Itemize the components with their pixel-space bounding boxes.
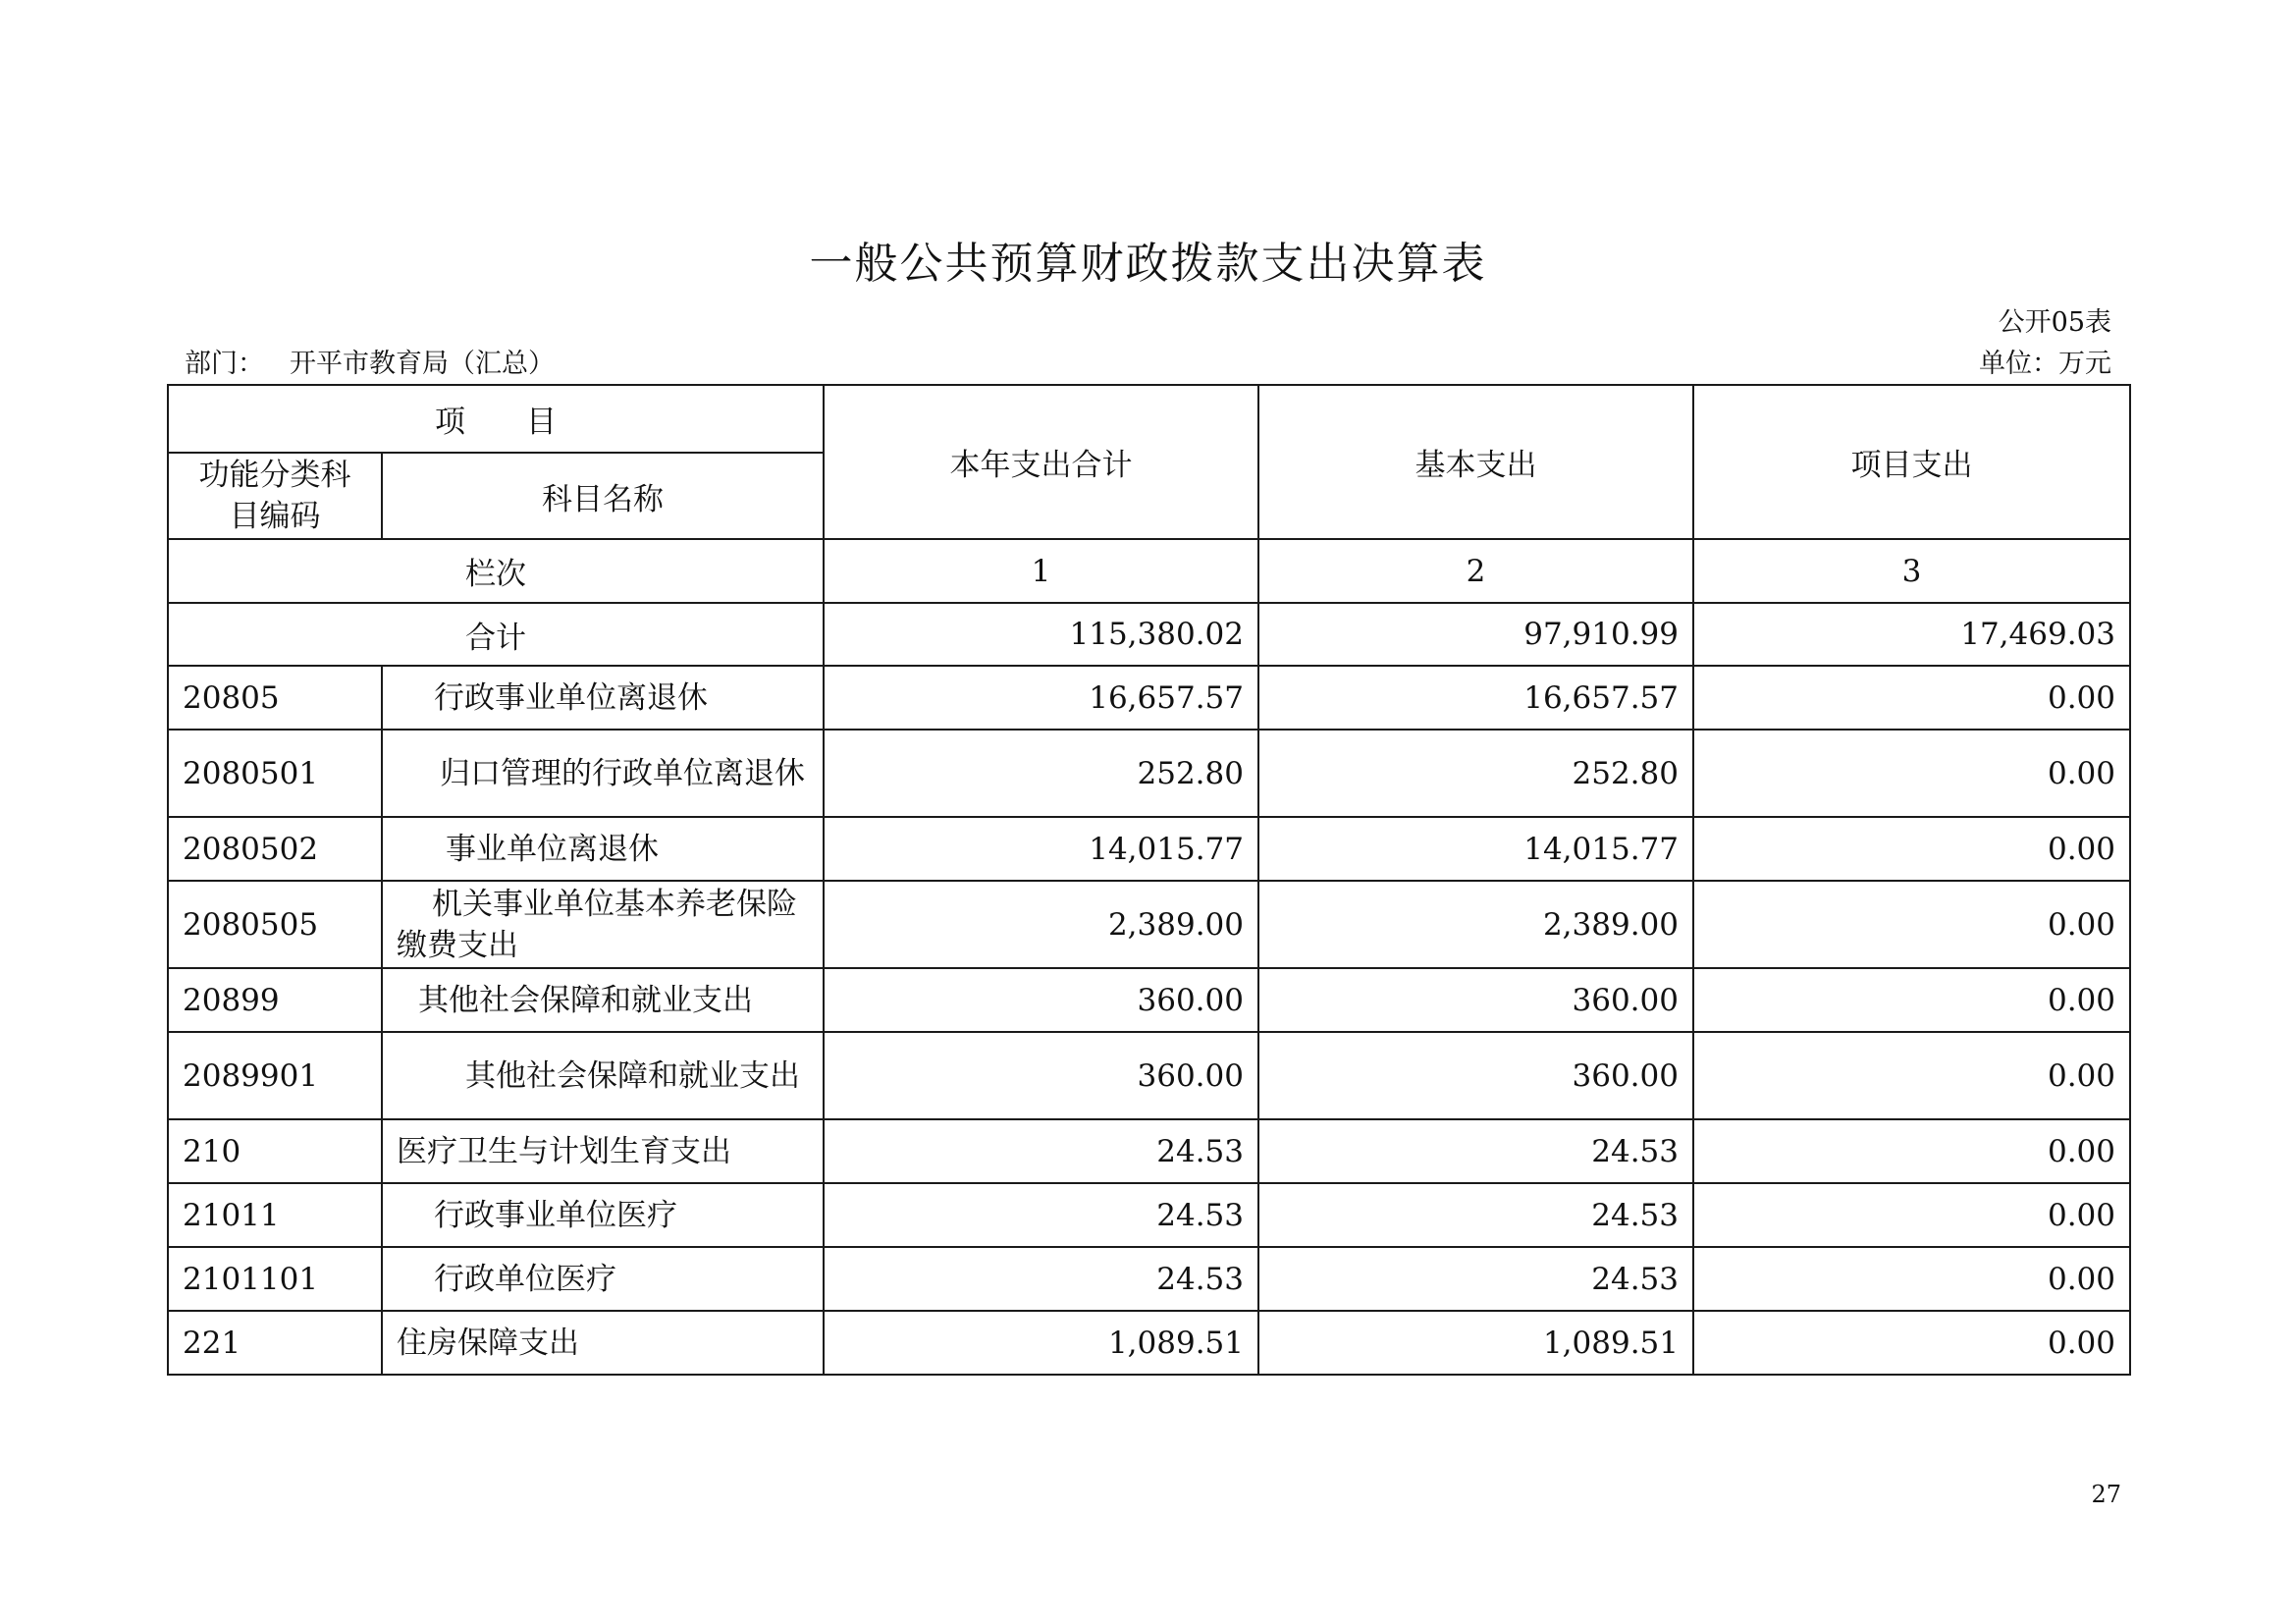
row-code: 2089901: [168, 1032, 382, 1119]
row-basic: 360.00: [1258, 968, 1693, 1032]
column-number-row: [168, 539, 2130, 603]
sum-basic: 97,910.99: [1258, 603, 1693, 666]
row-name: 事业单位离退休: [382, 817, 824, 881]
table-row: [168, 1247, 2130, 1311]
budget-table: [167, 384, 2131, 1376]
row-project: 0.00: [1693, 1183, 2130, 1247]
column-1: 1: [824, 539, 1258, 603]
row-project: 0.00: [1693, 1119, 2130, 1183]
row-project: 0.00: [1693, 817, 2130, 881]
sum-project: 17,469.03: [1693, 603, 2130, 666]
column-3: 3: [1693, 539, 2130, 603]
header-basic: 基本支出: [1258, 385, 1693, 539]
table-row: [168, 881, 2130, 968]
table-row: [168, 1119, 2130, 1183]
header-name: 科目名称: [382, 453, 824, 539]
row-name: 行政事业单位离退休: [382, 666, 824, 730]
sum-total: 115,380.02: [824, 603, 1258, 666]
row-code: 2080501: [168, 730, 382, 817]
table-row: [168, 666, 2130, 730]
department-value: 开平市教育局（汇总）: [290, 349, 555, 379]
row-code: 221: [168, 1311, 382, 1375]
row-total: 360.00: [824, 1032, 1258, 1119]
row-basic: 252.80: [1258, 730, 1693, 817]
row-total: 24.53: [824, 1119, 1258, 1183]
row-code: 20805: [168, 666, 382, 730]
row-total: 2,389.00: [824, 881, 1258, 968]
row-name: 机关事业单位基本养老保险缴费支出: [382, 881, 824, 968]
table-number: 公开05表: [1998, 307, 2111, 338]
row-basic: 14,015.77: [1258, 817, 1693, 881]
row-total: 252.80: [824, 730, 1258, 817]
page-number: 27: [2091, 1481, 2121, 1508]
header-total: 本年支出合计: [824, 385, 1258, 539]
row-basic: 2,389.00: [1258, 881, 1693, 968]
row-name: 行政单位医疗: [382, 1247, 824, 1311]
department-line: [185, 342, 555, 380]
row-code: 2080502: [168, 817, 382, 881]
unit-label: 单位：万元: [1979, 349, 2111, 379]
sum-label: 合计: [168, 603, 824, 666]
table-row: [168, 730, 2130, 817]
row-code: 2101101: [168, 1247, 382, 1311]
row-basic: 16,657.57: [1258, 666, 1693, 730]
row-basic: 1,089.51: [1258, 1311, 1693, 1375]
row-basic: 360.00: [1258, 1032, 1693, 1119]
row-project: 0.00: [1693, 666, 2130, 730]
table-row: [168, 968, 2130, 1032]
row-project: 0.00: [1693, 881, 2130, 968]
row-total: 16,657.57: [824, 666, 1258, 730]
header-row-1: [168, 385, 2130, 453]
page-title: 一般公共预算财政拨款支出决算表: [809, 239, 1487, 289]
row-project: 0.00: [1693, 730, 2130, 817]
row-basic: 24.53: [1258, 1247, 1693, 1311]
row-total: 24.53: [824, 1183, 1258, 1247]
sum-row: [168, 603, 2130, 666]
row-project: 0.00: [1693, 1247, 2130, 1311]
header-item: 项 目: [168, 385, 824, 453]
table-row: [168, 1311, 2130, 1375]
row-name: 其他社会保障和就业支出: [382, 1032, 824, 1119]
row-name: 住房保障支出: [382, 1311, 824, 1375]
row-code: 210: [168, 1119, 382, 1183]
row-total: 14,015.77: [824, 817, 1258, 881]
row-name: 其他社会保障和就业支出: [382, 968, 824, 1032]
row-total: 24.53: [824, 1247, 1258, 1311]
header-code: 功能分类科目编码: [168, 453, 382, 539]
row-total: 1,089.51: [824, 1311, 1258, 1375]
department-label: 部门：: [185, 349, 264, 379]
table-row: [168, 1032, 2130, 1119]
header-project: 项目支出: [1693, 385, 2130, 539]
row-code: 21011: [168, 1183, 382, 1247]
row-total: 360.00: [824, 968, 1258, 1032]
row-name: 医疗卫生与计划生育支出: [382, 1119, 824, 1183]
row-project: 0.00: [1693, 1032, 2130, 1119]
column-label: 栏次: [168, 539, 824, 603]
row-name: 归口管理的行政单位离退休: [382, 730, 824, 817]
column-2: 2: [1258, 539, 1693, 603]
row-basic: 24.53: [1258, 1183, 1693, 1247]
row-code: 20899: [168, 968, 382, 1032]
table-row: [168, 817, 2130, 881]
row-project: 0.00: [1693, 968, 2130, 1032]
table-row: [168, 1183, 2130, 1247]
row-name: 行政事业单位医疗: [382, 1183, 824, 1247]
row-code: 2080505: [168, 881, 382, 968]
row-project: 0.00: [1693, 1311, 2130, 1375]
row-basic: 24.53: [1258, 1119, 1693, 1183]
